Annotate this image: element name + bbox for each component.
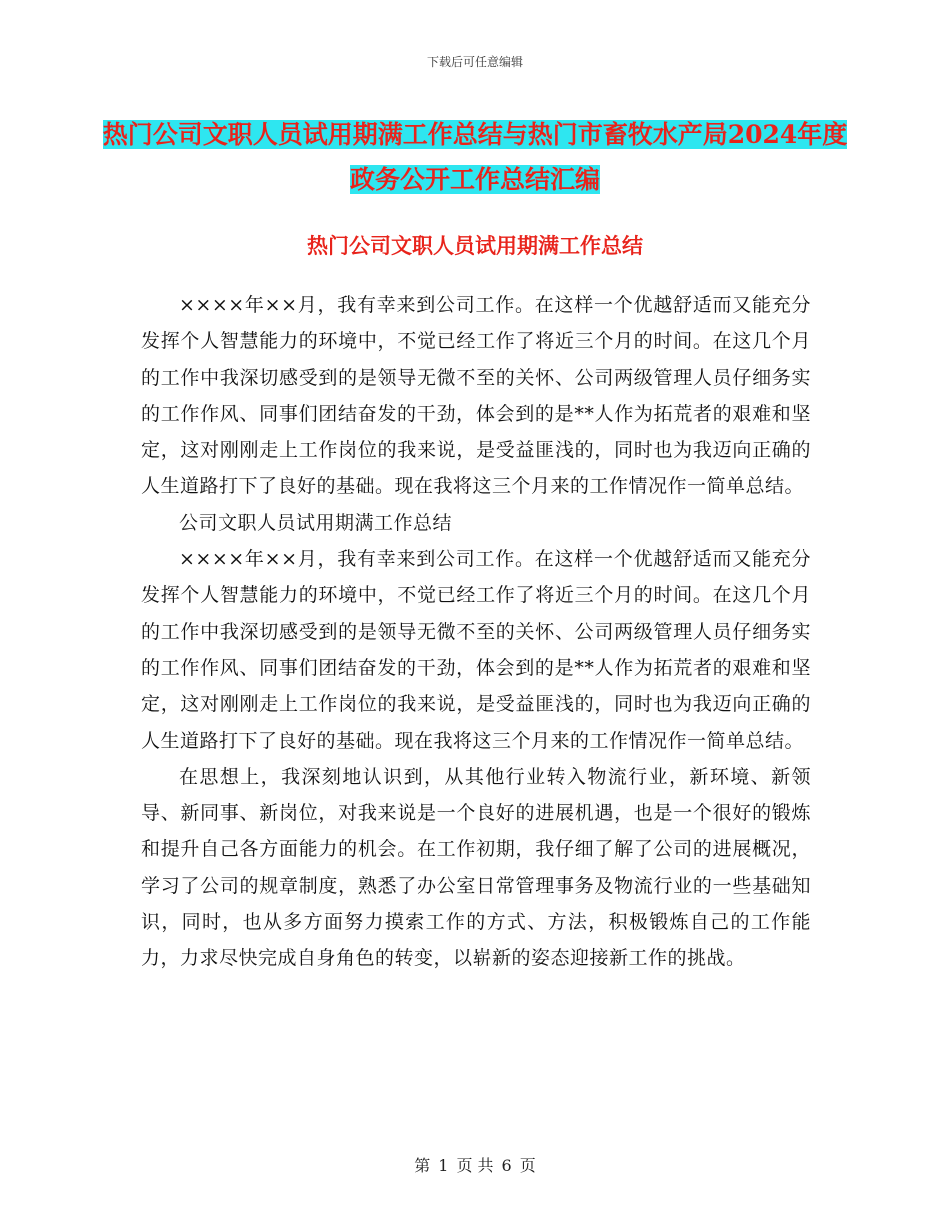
document-body xyxy=(141,287,811,977)
footer-suffix: 页 xyxy=(519,1156,536,1175)
document-title-text: 热门公司文职人员试用期满工作总结与热门市畜牧水产局2024年度政务公开工作总结汇编 xyxy=(102,120,848,194)
page-number: 1 xyxy=(438,1156,449,1175)
paragraph: ××××年××月，我有幸来到公司工作。在这样一个优越舒适而又能充分发挥个人智慧能力的环境中，不觉已经工作了将近三个月的时间。在这几个月的工作中我深切感受到的是领导无微不至的关怀、公司两级管理人员仔细务实的工作作风、同事们团结奋发的干劲，体会到的是**人作为拓荒者的艰难和坚定，这对刚刚走上工作岗位的我来说，是受益匪浅的，同时也为我迈向正确的人生道路打下了良好的基础。现在我将这三个月来的工作情况作一简单总结。 xyxy=(141,294,811,498)
footer-middle: 页 共 xyxy=(456,1156,494,1175)
footer-prefix: 第 xyxy=(414,1156,431,1175)
header-note: 下载后可任意编辑 xyxy=(426,55,523,69)
page-footer xyxy=(0,1153,950,1176)
paragraph: 公司文职人员试用期满工作总结 xyxy=(179,511,453,534)
section-title: 热门公司文职人员试用期满工作总结 xyxy=(307,233,643,258)
paragraph: 在思想上，我深刻地认识到，从其他行业转入物流行业，新环境、新领导、新同事、新岗位，对我来说是一个良好的进展机遇，也是一个很好的锻炼和提升自己各方面能力的机会。在工作初期，我仔细了解了公司的进展概况，学习了公司的规章制度，熟悉了办公室日常管理事务及物流行业的一些基础知识，同时，也从多方面努力摸索工作的方式、方法，积极锻炼自己的工作能力，力求尽快完成自身角色的转变，以崭新的姿态迎接新工作的挑战。 xyxy=(141,765,811,970)
page-total: 6 xyxy=(501,1156,512,1175)
document-title xyxy=(100,112,850,202)
paragraph: ××××年××月，我有幸来到公司工作。在这样一个优越舒适而又能充分发挥个人智慧能力的环境中，不觉已经工作了将近三个月的时间。在这几个月的工作中我深切感受到的是领导无微不至的关怀、公司两级管理人员仔细务实的工作作风、同事们团结奋发的干劲，体会到的是**人作为拓荒者的艰难和坚定，这对刚刚走上工作岗位的我来说，是受益匪浅的，同时也为我迈向正确的人生道路打下了良好的基础。现在我将这三个月来的工作情况作一简单总结。 xyxy=(141,548,811,752)
